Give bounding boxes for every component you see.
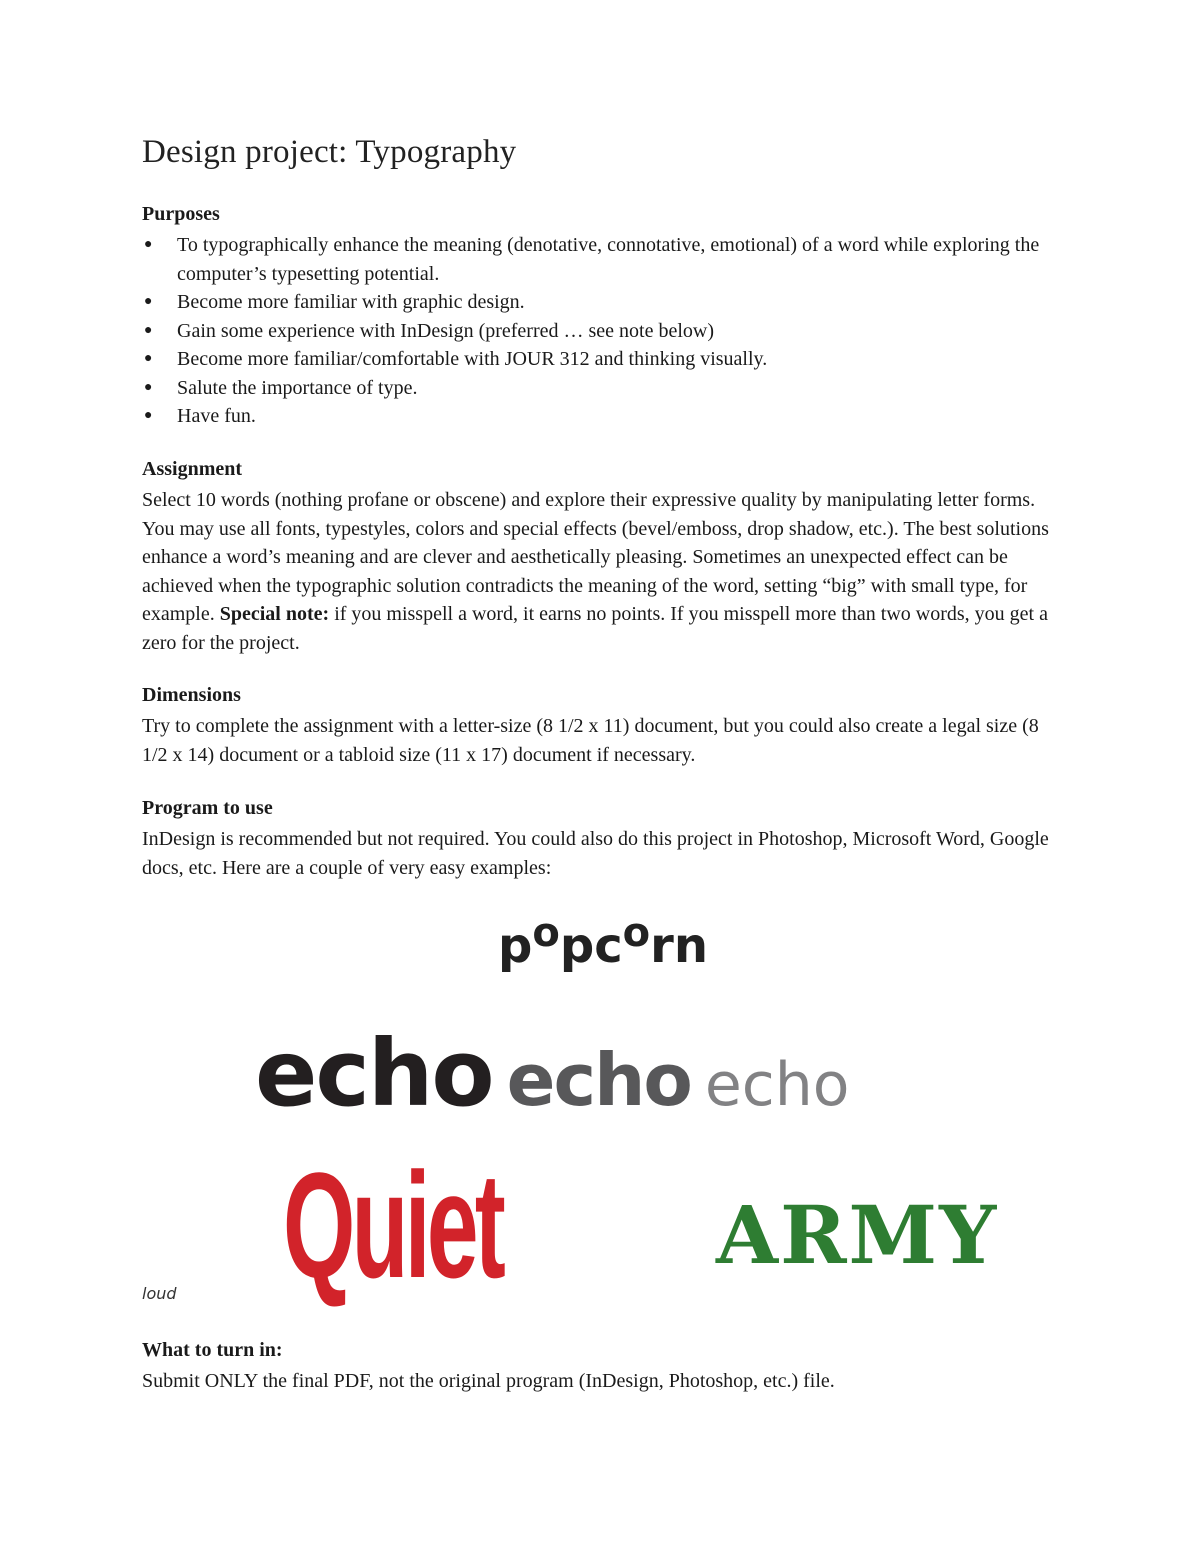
loud-example: loud xyxy=(142,1284,177,1303)
echo-large: echo xyxy=(255,1020,493,1127)
assignment-text: Select 10 words (nothing profane or obscene) and explore their expressive quality by manipulating letter forms. You may use all fonts, typestyles, colors and special effects (bevel/emboss, drop shadow, etc.). The best solutions enhance a word’s meaning and are clever and aesthetically pleasing. Sometimes an unexpected effect can be achieved when the typographic solution contradicts the meaning of the word, setting “big” with small type, for example. Special note: if you misspell a word, it earns no points. If you misspell more than two words, you get a zero for the project. xyxy=(142,489,1049,654)
echo-medium: echo xyxy=(506,1038,691,1122)
bullet-icon: ● xyxy=(144,408,153,423)
popcorn-example: $p^opc^orn$ xyxy=(498,910,708,974)
turn-in-text: Submit ONLY the final PDF, not the original program (InDesign, Photoshop, etc.) file. xyxy=(142,1370,835,1392)
bullet-icon: ● xyxy=(144,379,153,395)
list-item: ● Have fun. xyxy=(142,402,1062,431)
purposes-list xyxy=(142,231,1062,431)
list-item: ● Become more familiar with graphic design. xyxy=(142,288,1062,317)
program-text: InDesign is recommended but not required. You could also do this project in Photoshop, Microsoft Word, Google docs, etc. Here are a couple of very easy examples: xyxy=(142,828,1049,879)
turn-in-heading: What to turn in: xyxy=(142,1339,283,1361)
program-heading: Program to use xyxy=(142,797,273,819)
assignment-heading: Assignment xyxy=(142,458,243,480)
echo-example xyxy=(255,1020,850,1127)
bullet-icon: ● xyxy=(144,237,153,252)
dimensions-text: Try to complete the assignment with a letter-size (8 1/2 x 11) document, but you could also create a legal size (8 1/2 x 14) document or a tabloid size (11 x 17) document if necessary. xyxy=(142,715,1039,766)
list-item: ● Gain some experience with InDesign (preferred … see note below) xyxy=(142,317,1062,346)
bullet-icon: ● xyxy=(144,322,153,338)
bullet-icon: ● xyxy=(144,351,153,366)
list-item: ● Salute the importance of type. xyxy=(142,374,1062,403)
dimensions-heading: Dimensions xyxy=(142,684,241,706)
list-item: ● To typographically enhance the meaning (denotative, connotative, emotional) of a word while exploring the computer’s typesetting potential. xyxy=(142,231,1062,288)
special-note-label: Special note: xyxy=(219,603,330,625)
echo-small: echo xyxy=(704,1050,850,1120)
bullet-icon: ● xyxy=(144,294,153,309)
army-example: ARMY xyxy=(716,1188,999,1282)
list-item: ● Become more familiar/comfortable with JOUR 312 and thinking visually. xyxy=(142,345,1062,374)
purposes-heading: Purposes xyxy=(142,203,220,225)
quiet-example: Quiet xyxy=(283,1141,503,1309)
page-title: Design project: Typography xyxy=(142,134,517,170)
